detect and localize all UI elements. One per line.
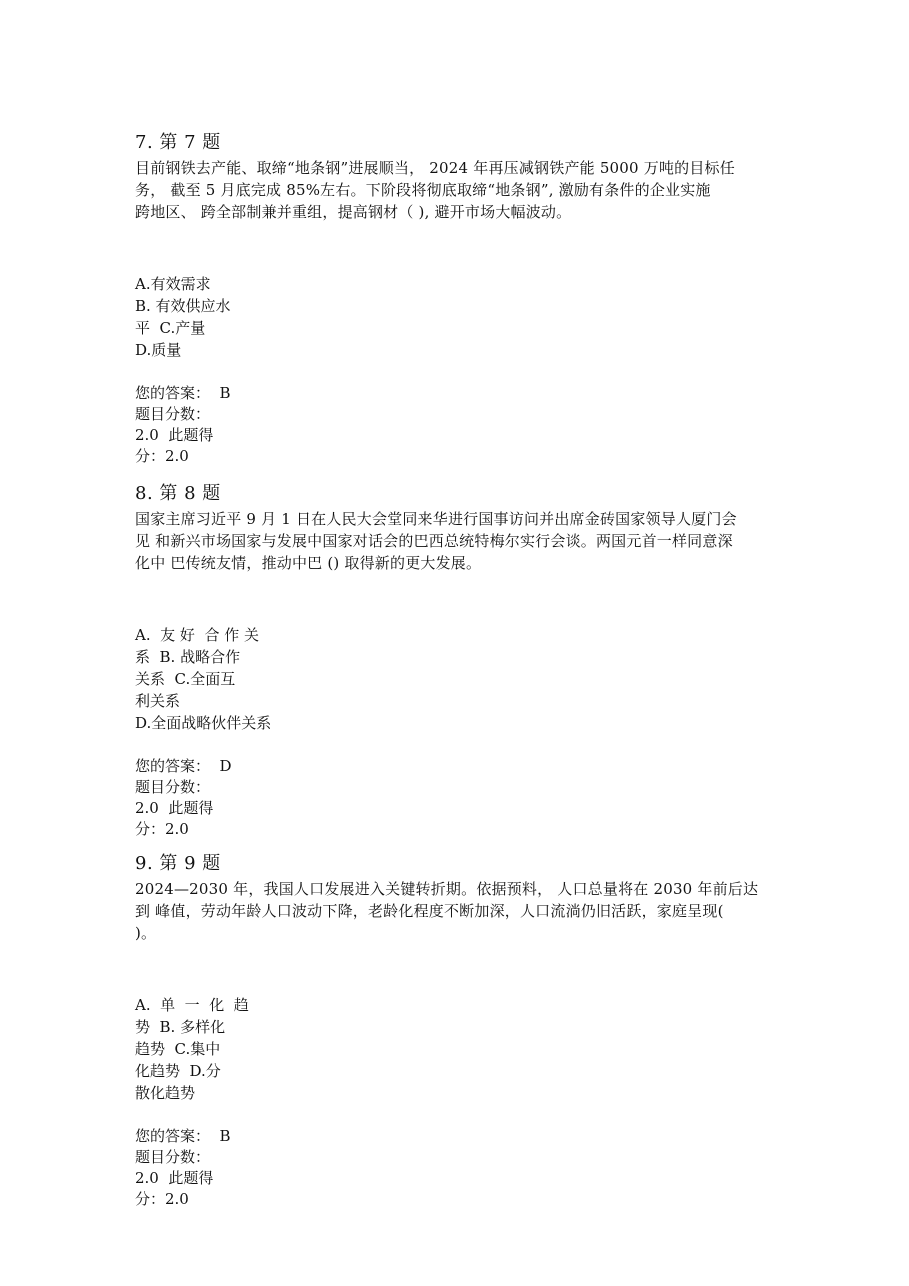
- option-line: 化趋势 D.分: [135, 1062, 221, 1080]
- question-score-value: 2.0 此题得: [135, 1169, 214, 1187]
- option-line: B. 有效供应水: [135, 297, 231, 315]
- question-title: 7. 第 7 题: [135, 132, 221, 153]
- earned-score: 分：2.0: [135, 447, 189, 465]
- question-score-label: 题目分数：: [135, 405, 211, 423]
- options-list: [135, 624, 775, 734]
- option-line: 系 B. 战略合作: [135, 648, 241, 666]
- option-line: D.质量: [135, 341, 182, 359]
- option-line: A.有效需求: [135, 275, 211, 293]
- question-score-value: 2.0 此题得: [135, 426, 214, 444]
- earned-score: 分：2.0: [135, 1190, 189, 1208]
- option-line: 趋势 C.集中: [135, 1040, 221, 1058]
- question-stem: 国家主席习近平 9 月 1 日在人民大会堂同来华进行国事访问并出席金砖国家领导人厦门会 见 和新兴市场国家与发展中国家对话会的巴西总统特梅尔实行会谈。两国元首一样同意深 化中 巴传统友情，推动中巴 () 取得新的更大发展。: [135, 510, 737, 572]
- your-answer: 您的答案： B: [135, 1127, 231, 1145]
- option-line: 平 C.产量: [135, 319, 206, 337]
- question-score-label: 题目分数：: [135, 778, 211, 796]
- options-list: [135, 273, 775, 361]
- question-7: [135, 131, 775, 467]
- question-score-value: 2.0 此题得: [135, 799, 214, 817]
- option-line: 势 B. 多样化: [135, 1018, 226, 1036]
- your-answer: 您的答案： D: [135, 757, 232, 775]
- question-stem: 2024—2030 年，我国人口发展进入关键转折期。依据预料， 人口总量将在 2030 年前后达 到 峰值，劳动年龄人口波动下降，老龄化程度不断加深，人口流淌仍旧活跃，家庭呈现( )。: [135, 880, 759, 942]
- answer-block: [135, 383, 775, 467]
- question-score-label: 题目分数：: [135, 1148, 211, 1166]
- option-line: D.全面战略伙伴关系: [135, 714, 272, 732]
- option-line: A. 友 好 合 作 关: [135, 626, 259, 644]
- question-9: [135, 852, 775, 1210]
- option-line: 利关系: [135, 692, 181, 710]
- option-line: A. 单 一 化 趋: [135, 996, 249, 1014]
- answer-block: [135, 1126, 775, 1210]
- earned-score: 分：2.0: [135, 820, 189, 838]
- option-line: 散化趋势: [135, 1084, 196, 1102]
- answer-block: [135, 756, 775, 840]
- question-title: 9. 第 9 题: [135, 853, 221, 874]
- option-line: 关系 C.全面互: [135, 670, 236, 688]
- options-list: [135, 994, 775, 1104]
- question-8: [135, 482, 775, 840]
- question-title: 8. 第 8 题: [135, 483, 221, 504]
- your-answer: 您的答案： B: [135, 384, 231, 402]
- question-stem: 目前钢铁去产能、取缔“地条钢”进展顺当， 2024 年再压减钢铁产能 5000 万吨的目标任 务， 截至 5 月底完成 85%左右。下阶段将彻底取缔“地条钢”, 激励有条件的企业实施 跨地区、 跨全部制兼并重组，提高钢材（ ), 避开市场大幅波动。: [135, 159, 735, 221]
